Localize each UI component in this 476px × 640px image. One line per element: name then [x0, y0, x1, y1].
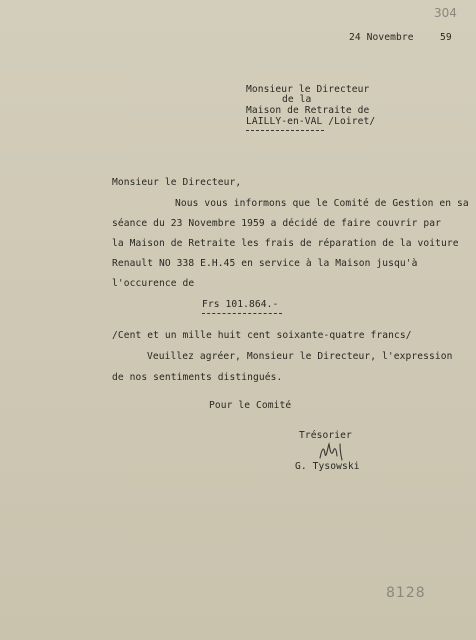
page-number-annotation: 304 — [434, 6, 457, 20]
address-line-3: Maison de Retraite de — [246, 105, 370, 116]
body-line-3: la Maison de Retraite les frais de réparation de la voiture — [112, 238, 459, 249]
closing-line-1: Veuillez agréer, Monsieur le Directeur, l'expression — [147, 351, 453, 362]
date-day-month: 24 Novembre — [349, 32, 414, 43]
amount-underline — [202, 313, 282, 314]
address-line-4: LAILLY-en-VAL /Loiret/ — [246, 116, 376, 127]
for-committee: Pour le Comité — [209, 400, 292, 411]
archive-number-annotation: 8128 — [386, 585, 426, 601]
signatory-title: Trésorier — [299, 430, 352, 441]
body-line-1: Nous vous informons que le Comité de Gestion en sa — [175, 198, 469, 209]
closing-line-2: de nos sentiments distingués. — [112, 372, 283, 383]
signatory-name: G. Tysowski — [295, 461, 360, 472]
salutation: Monsieur le Directeur, — [112, 177, 242, 188]
address-line-1: Monsieur le Directeur — [246, 84, 370, 95]
address-underline — [246, 130, 324, 131]
body-line-4: Renault NO 338 E.H.45 en service à la Maison jusqu'à — [112, 258, 418, 269]
amount-in-words: /Cent et un mille huit cent soixante-quatre francs/ — [112, 330, 412, 341]
body-line-5: l'occurence de — [112, 278, 195, 289]
body-line-2: séance du 23 Novembre 1959 a décidé de faire couvrir par — [112, 218, 442, 229]
address-line-2: de la — [282, 94, 312, 105]
date-year: 59 — [440, 32, 452, 43]
amount-figure: Frs 101.864.- — [202, 299, 279, 310]
